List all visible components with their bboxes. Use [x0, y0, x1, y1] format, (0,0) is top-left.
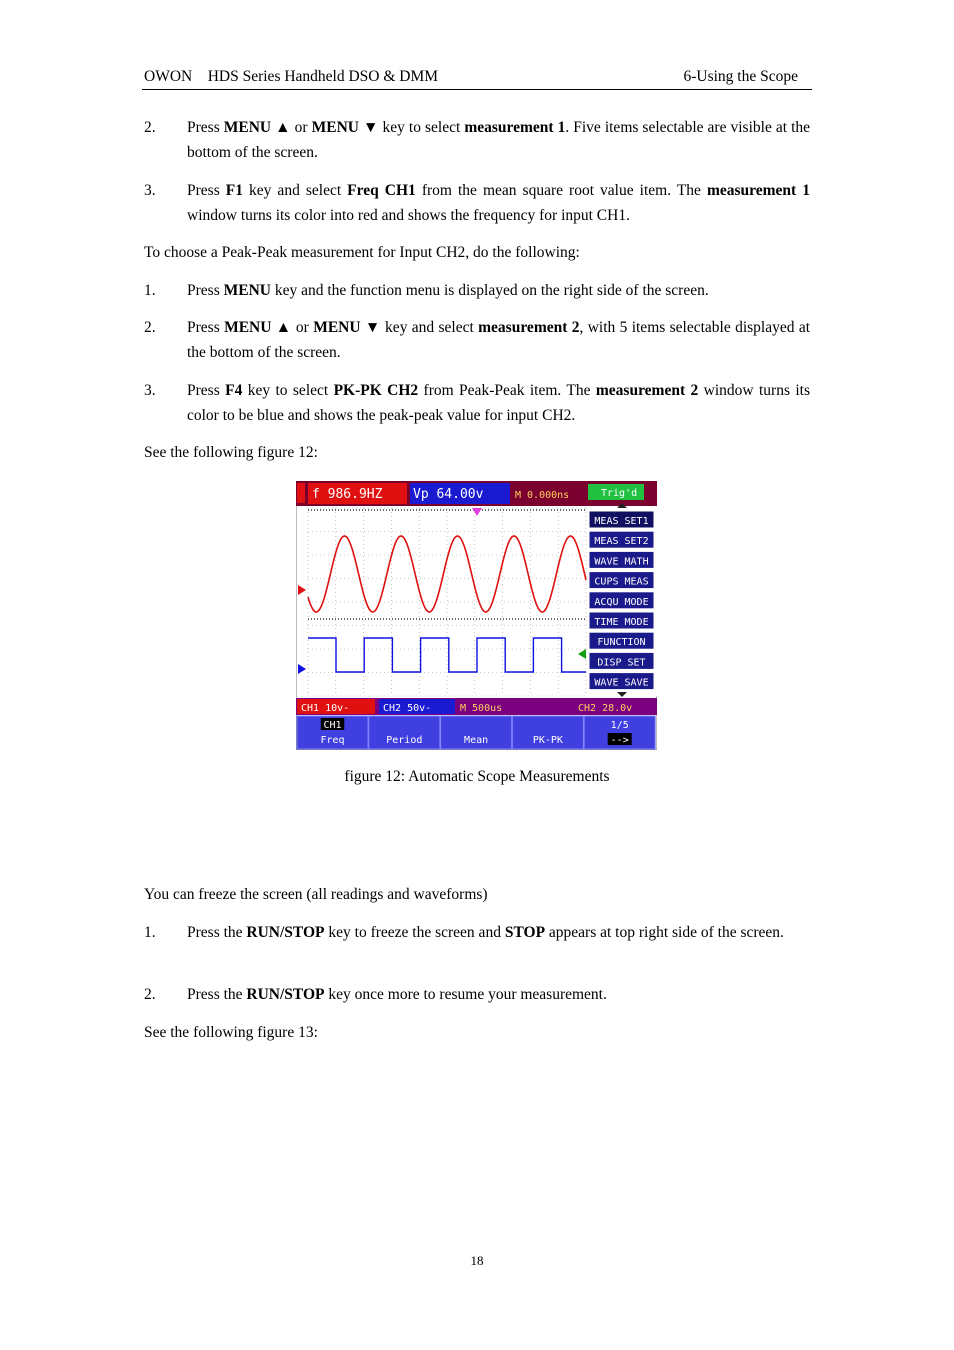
- softkey-top-label: 1/5: [610, 720, 629, 731]
- freeze-intro: You can freeze the screen (all readings and waveforms): [144, 886, 488, 903]
- menu-item-label: CUPS MEAS: [594, 576, 649, 588]
- softkey-bottom-label: Mean: [464, 735, 489, 746]
- step-2-resume: [144, 982, 810, 1007]
- softkey-bottom-label: -->: [610, 735, 629, 746]
- scope-display: [296, 481, 657, 750]
- step-text: Press MENU key and the function menu is displayed on the right side of the screen.: [187, 282, 709, 299]
- menu-item-label: WAVE MATH: [594, 556, 649, 568]
- step-3-freq-ch1: [144, 178, 810, 228]
- step-number: 2.: [144, 986, 156, 1003]
- step-number: 3.: [144, 182, 156, 199]
- timebase-readout: M 0.000ns: [515, 490, 570, 501]
- softkey-f1[interactable]: [297, 716, 368, 749]
- step-2-measurement-1: [144, 115, 810, 165]
- step-2-measurement-2: [144, 315, 810, 365]
- page-number: 18: [470, 1253, 484, 1268]
- menu-item-label: WAVE SAVE: [594, 677, 649, 689]
- menu-item[interactable]: [589, 592, 654, 609]
- main-timebase: M 500us: [460, 703, 503, 714]
- intro-ch2-paragraph: To choose a Peak-Peak measurement for Input CH2, do the following:: [144, 244, 580, 261]
- vp-readout: Vp 64.00v: [413, 487, 484, 502]
- softkey-bottom-label: PK-PK: [532, 735, 563, 746]
- softkey-f3[interactable]: [441, 716, 512, 749]
- softkey-bottom-label: Freq: [320, 735, 345, 746]
- figure-12-caption: figure 12: Automatic Scope Measurements: [344, 768, 610, 785]
- ch1-scale: CH1 10v-: [301, 703, 350, 714]
- step-text: Press MENU ▲ or MENU ▼ key and select measurement 2, with 5 items selectable displayed at the bottom of the screen.: [187, 319, 810, 361]
- trigger-value: CH2 28.0v: [578, 703, 633, 714]
- trig-status-text: Trig'd: [601, 488, 638, 499]
- menu-item[interactable]: [589, 511, 654, 528]
- header-right: 6-Using the Scope: [683, 68, 798, 85]
- function-menu-items: [589, 511, 654, 690]
- see-figure-12: See the following figure 12:: [144, 444, 318, 461]
- step-3-pkpk-ch2: [144, 378, 810, 428]
- softkey-f5[interactable]: [584, 716, 655, 749]
- softkey-bottom-label: Period: [386, 735, 423, 746]
- step-number: 1.: [144, 282, 156, 299]
- step-1-menu: [144, 278, 810, 303]
- softkey-f2[interactable]: [369, 716, 440, 749]
- step-text: Press the RUN/STOP key to freeze the screen and STOP appears at top right side of the screen.: [187, 924, 784, 941]
- step-text: Press F1 key and select Freq CH1 from the mean square root value item. The measurement 1 window turns its color into red and shows the frequency for input CH1.: [187, 182, 810, 224]
- menu-item[interactable]: [589, 551, 654, 568]
- step-1-run-stop: [144, 920, 810, 945]
- see-figure-13: See the following figure 13:: [144, 1024, 318, 1041]
- menu-item[interactable]: [589, 673, 654, 690]
- menu-item-label: MEAS SET1: [594, 516, 649, 527]
- step-text: Press F4 key to select PK-PK CH2 from Peak-Peak item. The measurement 2 window turns its color to be blue and shows the peak-peak value for input CH2.: [187, 382, 810, 424]
- softkey-f4[interactable]: [512, 716, 583, 749]
- step-number: 3.: [144, 382, 156, 399]
- menu-item-label: MEAS SET2: [594, 536, 649, 548]
- softkey-bar: [297, 716, 655, 749]
- header-rule: [142, 89, 812, 90]
- menu-item-label: DISP SET: [597, 657, 646, 669]
- menu-item[interactable]: [589, 572, 654, 589]
- softkey-top-label: CH1: [323, 720, 342, 731]
- menu-item-label: FUNCTION: [597, 637, 646, 649]
- battery-icon: [297, 483, 305, 503]
- menu-item[interactable]: [589, 632, 654, 649]
- menu-item-label: ACQU MODE: [594, 596, 649, 608]
- menu-item[interactable]: [589, 652, 654, 669]
- menu-item[interactable]: [589, 531, 654, 548]
- freq-readout: f 986.9HZ: [312, 487, 383, 502]
- menu-item[interactable]: [589, 612, 654, 629]
- step-text: Press the RUN/STOP key once more to resume your measurement.: [187, 986, 607, 1003]
- header-left: OWON HDS Series Handheld DSO & DMM: [144, 68, 439, 85]
- step-text: Press MENU ▲ or MENU ▼ key to select measurement 1. Five items selectable are visible at the bottom of the screen.: [187, 119, 811, 161]
- step-number: 2.: [144, 319, 156, 336]
- step-number: 2.: [144, 119, 156, 136]
- scope-screenshot: [296, 481, 657, 750]
- step-number: 1.: [144, 924, 156, 941]
- ch2-scale: CH2 50v-: [383, 703, 432, 714]
- menu-item-label: TIME MODE: [594, 617, 649, 628]
